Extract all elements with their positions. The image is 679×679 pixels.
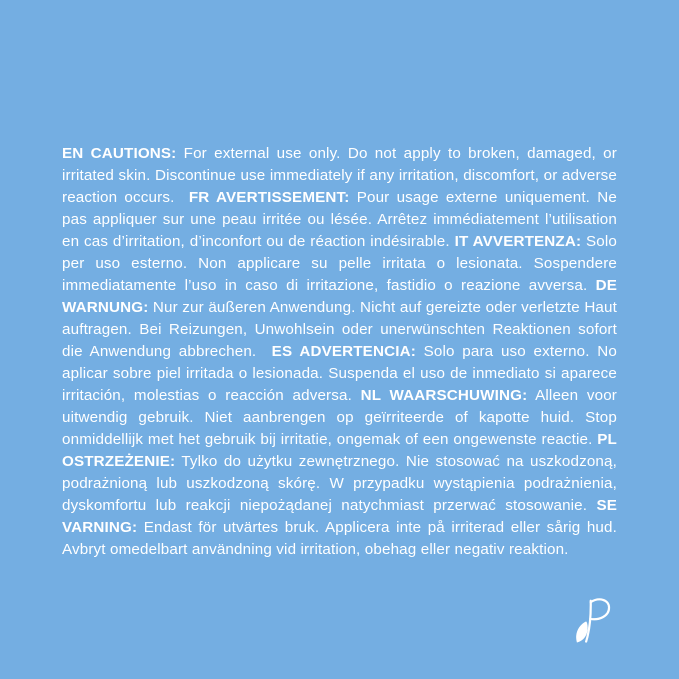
caution-label-es: ES ADVERTENCIA: bbox=[271, 343, 416, 361]
caution-label-en: EN CAUTIONS: bbox=[62, 145, 177, 163]
brand-logo bbox=[571, 595, 615, 645]
leaf-p-logo-icon bbox=[571, 595, 615, 645]
caution-label-de: DE WARNUNG: bbox=[62, 277, 617, 317]
caution-body-nl: Alleen voor uitwendig gebruik. Niet aanbrengen op geïrriteerde of kapotte huid. Stop onmiddellijk met het gebruik bij irritatie, ongemak of een ongewenste reactie. bbox=[62, 387, 618, 449]
caution-body-fr: Pour usage externe uniquement. Ne pas appliquer sur une peau irritée ou lésée. Arrêtez immédiatement l’utilisation en cas d’irritation, d’inconfort ou de réaction indésirable. bbox=[62, 189, 617, 251]
caution-body-en: For external use only. Do not apply to broken, damaged, or irritated skin. Discontinue use immediately if any irritation, discomfort, or adverse reaction occurs. bbox=[62, 145, 617, 207]
caution-label-pl: PL OSTRZEŻENIE: bbox=[62, 431, 617, 471]
caution-text-block bbox=[62, 143, 617, 561]
caution-body-it: Solo per uso esterno. Non applicare su pelle irritata o lesionata. Sospendere immediatamente l’uso in caso di irritazione, fastidio o reazione avversa. bbox=[62, 233, 617, 295]
caution-body-de: Nur zur äußeren Anwendung. Nicht auf gereizte oder verletzte Haut auftragen. Bei Reizungen, Unwohlsein oder unerwünschten Reaktionen sofort die Anwendung abbrechen. bbox=[62, 299, 617, 361]
caution-body-es: Solo para uso externo. No aplicar sobre piel irritada o lesionada. Suspenda el uso de inmediato si aparece irritación, molestias o reacción adversa. bbox=[62, 343, 618, 405]
caution-label-fr: FR AVERTISSEMENT: bbox=[188, 189, 350, 207]
caution-body-se: Endast för utvärtes bruk. Applicera inte på irriterad eller sårig hud. Avbryt omedelbart användning vid irritation, obehag eller negativ reaktion. bbox=[62, 519, 617, 559]
caution-label-nl: NL WAARSCHUWING: bbox=[360, 387, 528, 405]
caution-label-se: SE VARNING: bbox=[62, 497, 617, 537]
caution-label-it: IT AVVERTENZA: bbox=[454, 233, 582, 251]
caution-body-pl: Tylko do użytku zewnętrznego. Nie stosować na uszkodzoną, podrażnioną lub uszkodzoną skórę. W przypadku wystąpienia podrażnienia, dyskomfortu lub reakcji niepożądanej natychmiast przerwać stosowanie. bbox=[62, 453, 617, 515]
